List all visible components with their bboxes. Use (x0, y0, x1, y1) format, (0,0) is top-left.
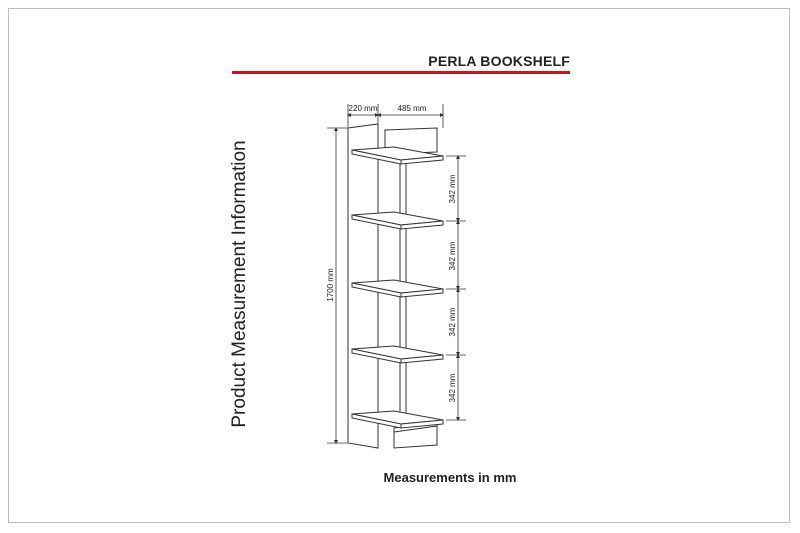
shelf-gap-label-1: 342 mm (448, 174, 457, 204)
shelf-gap-label-2: 342 mm (448, 241, 457, 271)
measurements-note: Measurements in mm (383, 470, 517, 485)
shelf-gap-label-3: 342 mm (448, 307, 457, 337)
width-label: 485 mm (397, 104, 427, 113)
side-label: Product Measurement Information (229, 140, 250, 428)
height-label: 1700 mm (326, 268, 335, 302)
shelf-gap-label-4: 342 mm (448, 373, 457, 403)
bookshelf-figure (348, 124, 443, 448)
depth-label: 220 mm (348, 104, 378, 113)
product-title: PERLA BOOKSHELF (428, 53, 570, 69)
